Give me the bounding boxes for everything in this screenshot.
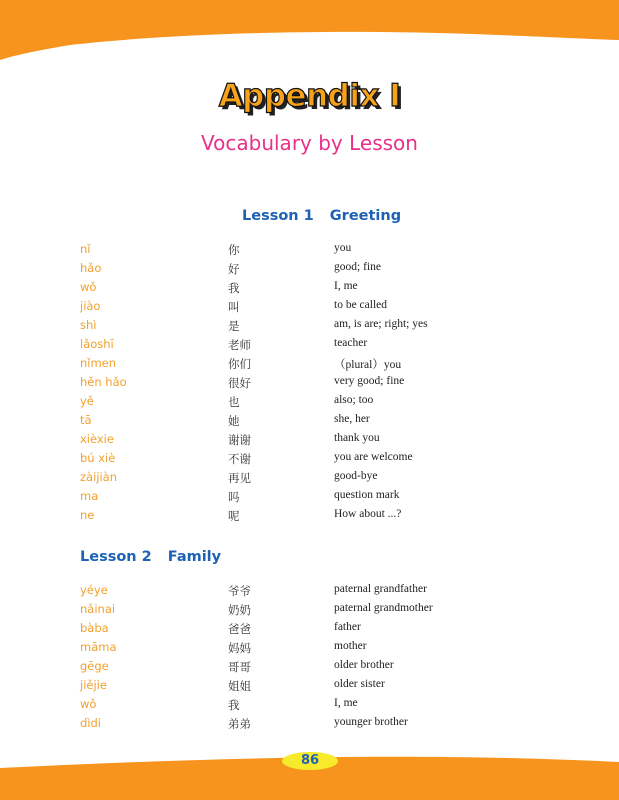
vocab-row [0, 413, 619, 432]
hanzi-text: 她 [228, 414, 240, 428]
appendix-title: Appendix I [218, 78, 401, 114]
vocab-row [0, 375, 619, 394]
vocab-row [0, 678, 619, 697]
english-text: paternal grandfather [334, 583, 427, 595]
hanzi-text: 哥哥 [228, 660, 251, 674]
english-text: thank you [334, 432, 380, 444]
pinyin-text: bú xiè [80, 451, 116, 465]
english-text: older sister [334, 678, 385, 690]
vocab-row [0, 659, 619, 678]
hanzi-text: 很好 [228, 376, 251, 390]
english-text: I, me [334, 697, 358, 709]
vocab-row [0, 318, 619, 337]
pinyin-text: ma [80, 489, 99, 503]
hanzi-text: 老师 [228, 338, 251, 352]
vocab-row [0, 640, 619, 659]
lesson-1-name: Greeting [329, 208, 402, 224]
english-text: question mark [334, 489, 400, 501]
page-number-badge: 86 [282, 752, 338, 770]
lesson-1-number: Lesson 1 [242, 208, 314, 224]
english-text: teacher [334, 337, 368, 349]
english-text: older brother [334, 659, 394, 671]
vocab-row [0, 356, 619, 375]
hanzi-text: 叫 [228, 300, 240, 314]
vocab-row [0, 602, 619, 621]
pinyin-text: yě [80, 394, 94, 408]
pinyin-text: ne [80, 508, 95, 522]
vocab-row [0, 299, 619, 318]
hanzi-text: 谢谢 [228, 433, 251, 447]
english-text: （plural）you [334, 359, 402, 371]
vocab-row [0, 621, 619, 640]
english-text: paternal grandmother [334, 602, 433, 614]
pinyin-text: shì [80, 318, 97, 332]
hanzi-text: 弟弟 [228, 717, 251, 731]
vocab-row [0, 470, 619, 489]
pinyin-text: nǎinai [80, 602, 116, 616]
lesson-2-heading [80, 549, 221, 565]
hanzi-text: 你们 [228, 357, 251, 371]
pinyin-text: nǐmen [80, 356, 117, 370]
pinyin-text: yéye [80, 583, 108, 597]
english-text: you are welcome [334, 451, 413, 463]
vocab-row [0, 451, 619, 470]
hanzi-text: 也 [228, 395, 240, 409]
vocab-row [0, 394, 619, 413]
hanzi-text: 爷爷 [228, 584, 251, 598]
vocab-row [0, 583, 619, 602]
vocab-row [0, 337, 619, 356]
vocab-row [0, 432, 619, 451]
lesson-1-heading [242, 208, 401, 224]
pinyin-text: dìdi [80, 716, 101, 730]
pinyin-text: gēge [80, 659, 109, 673]
english-text: I, me [334, 280, 358, 292]
hanzi-text: 吗 [228, 490, 240, 504]
vocab-row [0, 242, 619, 261]
hanzi-text: 呢 [228, 509, 240, 523]
pinyin-text: nǐ [80, 242, 91, 256]
hanzi-text: 我 [228, 281, 240, 295]
section-subtitle: Vocabulary by Lesson [201, 131, 418, 155]
english-text: to be called [334, 299, 388, 311]
hanzi-text: 我 [228, 698, 240, 712]
vocab-row [0, 280, 619, 299]
pinyin-text: māma [80, 640, 117, 654]
pinyin-text: xièxie [80, 432, 114, 446]
hanzi-text: 爸爸 [228, 622, 251, 636]
vocab-row [0, 489, 619, 508]
english-text: also; too [334, 394, 374, 406]
vocab-row [0, 697, 619, 716]
english-text: good-bye [334, 470, 378, 482]
english-text: she, her [334, 413, 370, 425]
hanzi-text: 妈妈 [228, 641, 251, 655]
hanzi-text: 你 [228, 243, 240, 257]
vocab-row [0, 261, 619, 280]
pinyin-text: lǎoshī [80, 337, 114, 351]
english-text: mother [334, 640, 367, 652]
hanzi-text: 不谢 [228, 452, 251, 466]
lesson-2-name: Family [167, 549, 222, 565]
hanzi-text: 是 [228, 319, 240, 333]
english-text: How about ...? [334, 508, 402, 520]
vocab-row [0, 508, 619, 527]
pinyin-text: jiào [80, 299, 101, 313]
pinyin-text: tā [80, 413, 92, 427]
english-text: am, is are; right; yes [334, 318, 428, 330]
english-text: father [334, 621, 361, 633]
lesson-2-number: Lesson 2 [80, 549, 152, 565]
hanzi-text: 姐姐 [228, 679, 251, 693]
top-orange-band [0, 0, 619, 90]
hanzi-text: 再见 [228, 471, 251, 485]
hanzi-text: 好 [228, 262, 240, 276]
pinyin-text: zàijiàn [80, 470, 118, 484]
english-text: very good; fine [334, 375, 405, 387]
english-text: younger brother [334, 716, 408, 728]
pinyin-text: wǒ [80, 280, 97, 294]
english-text: good; fine [334, 261, 381, 273]
pinyin-text: hěn hǎo [80, 375, 127, 389]
pinyin-text: bàba [80, 621, 109, 635]
english-text: you [334, 242, 352, 254]
pinyin-text: jiějie [80, 678, 107, 692]
pinyin-text: wǒ [80, 697, 97, 711]
hanzi-text: 奶奶 [228, 603, 251, 617]
pinyin-text: hǎo [80, 261, 102, 275]
